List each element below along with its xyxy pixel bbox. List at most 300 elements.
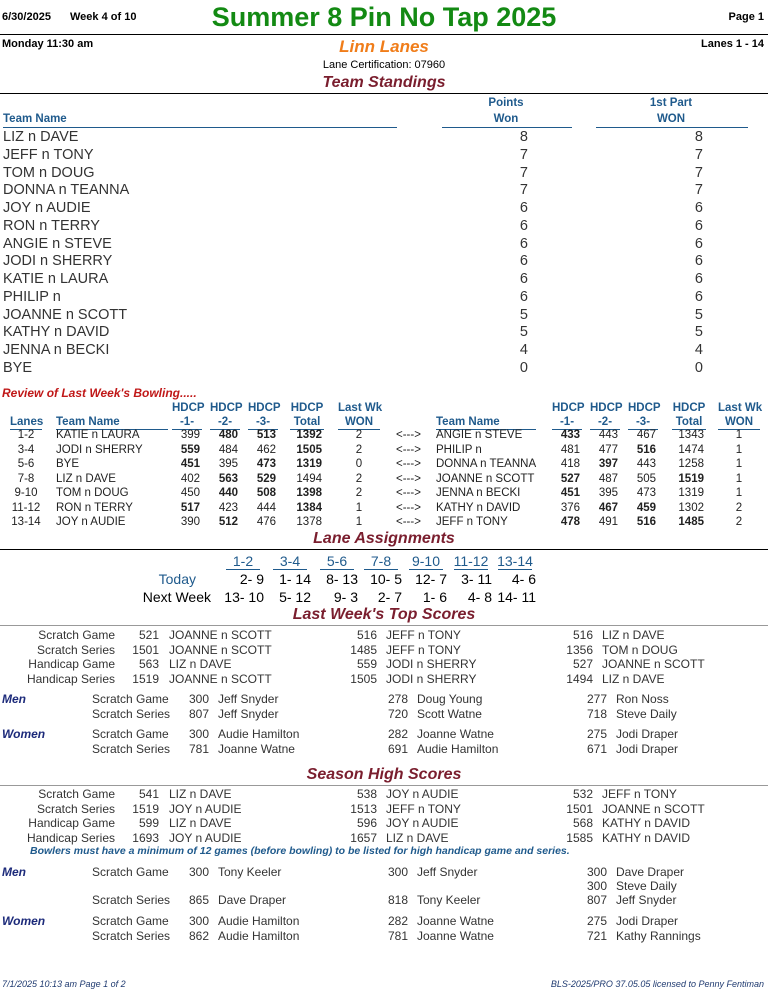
- score-team: LIZ n DAVE: [602, 671, 665, 686]
- score-team: JOY n AUDIE: [386, 816, 459, 830]
- standings-team-name: JODI n SHERRY: [3, 253, 113, 270]
- score-category: Handicap Series: [26, 671, 115, 686]
- standings-points-won: 6: [519, 217, 528, 234]
- review-team-2: PHILIP n: [436, 443, 482, 456]
- review-col-h2-top: HDCP: [210, 402, 243, 414]
- review-col-h2-bottom: -2-: [217, 416, 233, 428]
- score-value: 1485: [350, 642, 377, 657]
- standings-first-part-won: 5: [694, 306, 703, 323]
- season-title: Season High Scores: [306, 766, 462, 783]
- today-assignment: 4- 6: [511, 571, 536, 587]
- score-value: 718: [586, 707, 607, 721]
- score-value: 538: [356, 787, 377, 801]
- score-team: TOM n DOUG: [602, 642, 678, 657]
- score-bowler: Audie Hamilton: [417, 741, 499, 756]
- score-bowler: Steve Daily: [616, 707, 677, 721]
- score-category: Scratch Game: [92, 865, 169, 879]
- score-team: JOANNE n SCOTT: [602, 657, 705, 671]
- review-col-ht-bottom: Total: [675, 416, 703, 428]
- score-bowler: Dave Draper: [616, 865, 685, 879]
- review-col-ht-top: HDCP: [672, 402, 706, 414]
- review-col-h3-bottom: -3-: [255, 416, 271, 428]
- score-value: 1494: [566, 671, 593, 686]
- review-col-h3-top: HDCP: [248, 402, 281, 414]
- review-won-2: 1: [735, 487, 743, 499]
- score-category: Scratch Series: [92, 741, 171, 756]
- review-score-2: 443: [636, 458, 656, 470]
- review-score-1: 451: [180, 458, 200, 470]
- review-score-1: 1398: [296, 487, 322, 499]
- review-team-2: JOANNE n SCOTT: [436, 472, 535, 485]
- score-value: 865: [188, 893, 209, 907]
- standings-points-won: 7: [519, 164, 528, 181]
- score-bowler: Joanne Watne: [417, 914, 494, 928]
- review-team-2: KATHY n DAVID: [436, 501, 521, 514]
- review-score-2: 433: [560, 429, 580, 441]
- score-value: 300: [586, 865, 607, 879]
- review-score-2: 459: [636, 501, 656, 514]
- score-value: 300: [188, 727, 209, 741]
- score-value: 563: [138, 657, 159, 671]
- score-value: 559: [356, 657, 377, 671]
- review-col-h2-top: HDCP: [590, 402, 623, 414]
- review-team-1: JOY n AUDIE: [56, 516, 126, 528]
- score-team: JEFF n TONY: [386, 628, 461, 642]
- review-score-1: 513: [256, 429, 276, 441]
- standings-first-part-won: 8: [694, 129, 703, 145]
- footer-left: 7/1/2025 10:13 am Page 1 of 2: [2, 979, 126, 989]
- review-team-2: ANGIE n STEVE: [436, 429, 523, 441]
- review-won-2: 2: [735, 516, 743, 528]
- report-date: 6/30/2025: [2, 11, 51, 23]
- score-value: 277: [586, 692, 607, 706]
- review-col-lw-top: Last Wk: [718, 402, 763, 414]
- review-col-ht-top: HDCP: [290, 402, 324, 414]
- score-value: 1693: [132, 830, 159, 845]
- review-score-1: 480: [218, 429, 238, 441]
- standings-first-part-won: 7: [694, 164, 703, 181]
- score-value: 781: [188, 741, 209, 756]
- today-assignment: 2- 9: [239, 571, 264, 587]
- review-score-2: 1319: [678, 487, 704, 499]
- lanes-range: Lanes 1 - 14: [701, 38, 764, 50]
- score-team: JEFF n TONY: [386, 642, 461, 657]
- last-week-title: Last Week's Top Scores: [292, 606, 476, 623]
- review-col-h1-bottom: -1-: [559, 416, 575, 428]
- review-score-1: 1494: [296, 472, 322, 485]
- score-value: 300: [188, 914, 209, 928]
- review-lanes: 9-10: [14, 487, 38, 499]
- standings-points-won: 6: [519, 200, 528, 216]
- review-score-2: 516: [636, 443, 656, 456]
- review-score-1: 1392: [296, 429, 322, 441]
- standings-points-won: 6: [519, 253, 528, 270]
- standings-first-part-won: 6: [694, 235, 703, 252]
- review-score-1: 563: [218, 472, 238, 485]
- score-category: Handicap Game: [28, 816, 115, 830]
- score-bowler: Jeff Snyder: [417, 865, 478, 879]
- score-team: JEFF n TONY: [602, 787, 677, 801]
- season-women-label: Women: [2, 914, 46, 928]
- standings-team-name: KATHY n DAVID: [3, 324, 110, 341]
- score-value: 1585: [566, 830, 593, 845]
- review-score-1: 1319: [296, 458, 322, 470]
- review-score-1: 508: [256, 487, 276, 499]
- review-lanes: 13-14: [11, 516, 41, 528]
- standings-points-won: 0: [519, 359, 528, 376]
- standings-team-name: TOM n DOUG: [3, 164, 95, 181]
- score-category: Scratch Game: [38, 628, 115, 642]
- review-lanes: 3-4: [17, 443, 35, 456]
- review-score-2: 467: [598, 501, 618, 514]
- review-col-team: Team Name: [56, 416, 120, 428]
- assignments-rule: [0, 549, 768, 550]
- score-value: 300: [387, 865, 408, 879]
- score-bowler: Joanne Watne: [417, 727, 494, 741]
- standings-team-name: KATIE n LAURA: [3, 271, 109, 287]
- review-team-1: RON n TERRY: [56, 501, 133, 514]
- score-team: KATHY n DAVID: [602, 830, 691, 845]
- score-category: Scratch Game: [92, 727, 169, 741]
- review-score-2: 1519: [678, 472, 704, 485]
- review-col-ht-bottom: Total: [293, 416, 321, 428]
- review-score-2: 505: [636, 472, 656, 485]
- review-col-h2-bottom: -2-: [597, 416, 613, 428]
- score-category: Scratch Game: [92, 692, 169, 706]
- score-bowler: Jeff Snyder: [218, 707, 279, 721]
- score-team: JODI n SHERRY: [386, 657, 477, 671]
- review-vs-arrow: <--->: [396, 501, 421, 514]
- review-col-lanes: Lanes: [10, 416, 44, 428]
- review-score-1: 517: [180, 501, 200, 514]
- score-value: 1505: [350, 671, 377, 686]
- review-team-1: LIZ n DAVE: [56, 472, 116, 485]
- review-score-2: 467: [636, 429, 656, 441]
- lane-certification: Lane Certification: 07960: [322, 59, 446, 71]
- standings-team-name: DONNA n TEANNA: [3, 182, 130, 199]
- score-bowler: Jodi Draper: [616, 914, 679, 928]
- score-bowler: Jodi Draper: [616, 727, 679, 741]
- review-score-2: 1474: [678, 443, 704, 456]
- review-vs-arrow: <--->: [396, 516, 421, 528]
- score-team: KATHY n DAVID: [602, 816, 691, 830]
- review-score-1: 390: [180, 516, 200, 528]
- review-score-2: 418: [560, 458, 580, 470]
- score-value: 671: [586, 741, 607, 756]
- standings-title: Team Standings: [322, 74, 446, 91]
- score-team: JOANNE n SCOTT: [169, 671, 272, 686]
- assignments-title: Lane Assignments: [313, 530, 455, 547]
- review-score-1: 399: [180, 429, 200, 441]
- standings-team-name: JOANNE n SCOTT: [3, 306, 128, 323]
- score-value: 282: [387, 727, 408, 741]
- score-category: Scratch Series: [92, 928, 171, 943]
- review-score-1: 450: [180, 487, 200, 499]
- score-value: 532: [572, 787, 593, 801]
- footer-right: BLS-2025/PRO 37.05.05 licensed to Penny Fentiman: [550, 979, 764, 989]
- today-assignment: 1- 14: [279, 571, 311, 587]
- score-value: 1519: [132, 801, 159, 816]
- score-bowler: Ron Noss: [616, 692, 669, 706]
- today-label: Today: [158, 571, 196, 587]
- score-value: 282: [387, 914, 408, 928]
- standings-first-part-won: 6: [694, 288, 703, 305]
- review-score-2: 376: [560, 501, 580, 514]
- standings-team-name: BYE: [3, 359, 33, 376]
- review-score-2: 516: [636, 516, 656, 528]
- review-team-2: JENNA n BECKI: [436, 487, 521, 499]
- center-name: Linn Lanes: [339, 37, 429, 56]
- score-value: 1501: [132, 642, 159, 657]
- review-score-1: 1505: [296, 443, 322, 456]
- score-value: 807: [586, 893, 607, 907]
- score-value: 300: [188, 692, 209, 706]
- standings-first-part-won: 6: [694, 271, 703, 287]
- standings-rule: [0, 93, 768, 94]
- review-score-1: 484: [218, 443, 238, 456]
- review-team-1: BYE: [56, 458, 80, 470]
- league-title: Summer 8 Pin No Tap 2025: [211, 2, 557, 32]
- standings-col-team: Team Name: [3, 113, 67, 125]
- score-team: JOY n AUDIE: [169, 801, 242, 816]
- standings-points-won: 7: [519, 146, 528, 163]
- review-won-1: 2: [355, 443, 363, 456]
- review-score-1: 462: [256, 443, 276, 456]
- today-assignment: 3- 11: [461, 571, 492, 587]
- review-won-2: 1: [735, 458, 743, 470]
- score-team: JODI n SHERRY: [386, 671, 477, 686]
- score-team: JOY n AUDIE: [169, 830, 242, 845]
- next-week-assignment: 4- 8: [467, 589, 492, 605]
- review-col-h3-top: HDCP: [628, 402, 661, 414]
- review-lanes: 5-6: [17, 458, 35, 470]
- score-bowler: Jeff Snyder: [616, 893, 677, 907]
- review-col-lw-bottom: WON: [344, 416, 374, 428]
- score-team: LIZ n DAVE: [386, 830, 449, 845]
- score-category: Scratch Game: [92, 914, 169, 928]
- standings-points-won: 6: [519, 288, 528, 305]
- review-score-2: 491: [598, 516, 618, 528]
- review-score-1: 440: [218, 487, 238, 499]
- score-category: Handicap Series: [26, 830, 115, 845]
- standings-team-name: PHILIP n: [3, 288, 61, 305]
- score-team: LIZ n DAVE: [169, 787, 232, 801]
- header-rule: [0, 34, 768, 35]
- score-bowler: Kathy Rannings: [616, 928, 701, 943]
- lane-pair-header: 13-14: [497, 553, 533, 569]
- last-week-rule: [0, 625, 768, 626]
- score-value: 516: [572, 628, 593, 642]
- score-team: LIZ n DAVE: [169, 816, 232, 830]
- review-won-2: 1: [735, 429, 743, 441]
- score-value: 300: [586, 879, 607, 893]
- score-bowler: Joanne Watne: [218, 741, 295, 756]
- review-score-1: 1378: [296, 516, 322, 528]
- score-bowler: Tony Keeler: [417, 893, 481, 907]
- page-label: Page 1: [728, 11, 764, 23]
- standings-points-won: 4: [519, 342, 528, 358]
- review-col-h1-top: HDCP: [172, 402, 205, 414]
- standings-col-points: Points: [488, 97, 524, 109]
- season-rule: [0, 785, 768, 786]
- review-score-1: 559: [180, 443, 200, 456]
- standings-col-firstwon: WON: [656, 113, 686, 125]
- score-value: 862: [188, 928, 209, 943]
- review-score-2: 481: [560, 443, 580, 456]
- review-score-2: 478: [560, 516, 580, 528]
- standings-team-name: JOY n AUDIE: [3, 200, 91, 216]
- review-col-h3-bottom: -3-: [635, 416, 651, 428]
- week-label: Week 4 of 10: [70, 11, 137, 23]
- score-bowler: Joanne Watne: [417, 928, 494, 943]
- review-score-2: 487: [598, 472, 618, 485]
- score-bowler: Audie Hamilton: [218, 914, 300, 928]
- season-note: Bowlers must have a minimum of 12 games (before bowling) to be listed for high handicap game and series.: [30, 845, 570, 857]
- standings-first-part-won: 4: [694, 342, 703, 358]
- standings-points-won: 5: [519, 324, 528, 341]
- next-week-assignment: 13- 10: [224, 589, 264, 605]
- score-value: 568: [572, 816, 593, 830]
- review-score-2: 1258: [678, 458, 704, 470]
- score-value: 781: [387, 928, 408, 943]
- today-assignment: 12- 7: [415, 571, 447, 587]
- score-category: Handicap Game: [28, 657, 115, 671]
- review-won-1: 2: [355, 429, 363, 441]
- score-value: 1657: [350, 830, 377, 845]
- lane-pair-header: 9-10: [411, 553, 441, 569]
- review-won-2: 2: [735, 501, 743, 514]
- review-team-2: DONNA n TEANNA: [436, 458, 537, 470]
- review-won-2: 1: [735, 443, 743, 456]
- review-col-h1-top: HDCP: [552, 402, 585, 414]
- score-value: 527: [572, 657, 593, 671]
- standings-points-won: 6: [519, 271, 528, 287]
- score-bowler: Audie Hamilton: [218, 928, 300, 943]
- review-score-1: 476: [256, 516, 276, 528]
- score-value: 691: [387, 741, 408, 756]
- review-score-1: 395: [218, 458, 238, 470]
- review-score-1: 1384: [296, 501, 322, 514]
- today-assignment: 8- 13: [326, 571, 358, 587]
- review-vs-arrow: <--->: [396, 458, 421, 470]
- day-time: Monday 11:30 am: [2, 38, 94, 50]
- score-value: 300: [188, 865, 209, 879]
- review-score-2: 1485: [678, 516, 704, 528]
- standings-first-part-won: 6: [694, 253, 703, 270]
- review-score-2: 451: [560, 487, 580, 499]
- score-team: LIZ n DAVE: [169, 657, 232, 671]
- standings-first-part-won: 6: [694, 217, 703, 234]
- standings-points-won: 5: [519, 306, 528, 323]
- score-bowler: Audie Hamilton: [218, 727, 300, 741]
- next-week-assignment: 1- 6: [422, 589, 447, 605]
- review-score-1: 402: [180, 472, 200, 485]
- score-value: 1501: [566, 801, 593, 816]
- standings-points-won: 7: [519, 182, 528, 199]
- season-men-label: Men: [2, 865, 26, 879]
- today-assignment: 10- 5: [370, 571, 402, 587]
- score-value: 516: [356, 628, 377, 642]
- score-value: 278: [387, 692, 408, 706]
- standings-col-won: Won: [493, 113, 519, 125]
- score-value: 275: [586, 727, 607, 741]
- review-lanes: 7-8: [17, 472, 35, 485]
- score-category: Scratch Series: [92, 707, 171, 721]
- next-week-assignment: 9- 3: [333, 589, 358, 605]
- review-won-2: 1: [735, 472, 743, 485]
- review-score-2: 443: [598, 429, 618, 441]
- score-value: 720: [387, 707, 408, 721]
- review-won-1: 2: [355, 472, 363, 485]
- score-value: 1519: [132, 671, 159, 686]
- score-value: 1356: [566, 642, 593, 657]
- score-team: JOY n AUDIE: [386, 787, 459, 801]
- standings-team-name: RON n TERRY: [3, 217, 100, 234]
- review-col-lw-top: Last Wk: [338, 402, 383, 414]
- last-week-men-label: Men: [2, 692, 26, 706]
- next-week-label: Next Week: [142, 589, 211, 605]
- review-score-2: 395: [598, 487, 618, 499]
- score-bowler: Dave Draper: [218, 893, 287, 907]
- review-score-1: 529: [256, 472, 276, 485]
- score-team: JEFF n TONY: [386, 801, 461, 816]
- score-value: 521: [138, 628, 159, 642]
- score-value: 721: [586, 928, 607, 943]
- score-category: Scratch Game: [38, 787, 115, 801]
- review-team-1: TOM n DOUG: [56, 487, 129, 499]
- lane-pair-header: 3-4: [279, 553, 301, 569]
- review-score-1: 473: [256, 458, 276, 470]
- lane-pair-header: 11-12: [453, 553, 489, 569]
- standings-team-name: JEFF n TONY: [3, 146, 94, 163]
- review-score-2: 477: [598, 443, 618, 456]
- standings-first-part-won: 7: [694, 182, 703, 199]
- score-bowler: Doug Young: [417, 692, 483, 706]
- review-vs-arrow: <--->: [396, 487, 421, 499]
- score-bowler: Steve Daily: [616, 879, 677, 893]
- lane-pair-header: 1-2: [232, 553, 254, 569]
- standings-team-name: JENNA n BECKI: [3, 342, 110, 358]
- score-bowler: Tony Keeler: [218, 865, 282, 879]
- score-value: 541: [138, 787, 159, 801]
- review-team-1: KATIE n LAURA: [56, 429, 140, 441]
- review-score-2: 1302: [678, 501, 704, 514]
- standings-first-part-won: 6: [694, 200, 703, 216]
- review-score-1: 423: [218, 501, 238, 514]
- standings-col-firstpart: 1st Part: [649, 97, 693, 109]
- review-score-1: 512: [218, 516, 238, 528]
- score-value: 599: [138, 816, 159, 830]
- review-title: Review of Last Week's Bowling.....: [2, 386, 197, 400]
- score-value: 275: [586, 914, 607, 928]
- score-category: Scratch Series: [36, 801, 115, 816]
- score-value: 596: [356, 816, 377, 830]
- review-vs-arrow: <--->: [396, 443, 421, 456]
- review-won-1: 1: [355, 501, 363, 514]
- score-team: JOANNE n SCOTT: [602, 801, 705, 816]
- standings-first-part-won: 5: [694, 324, 703, 341]
- review-col-h1-bottom: -1-: [179, 416, 195, 428]
- score-value: 818: [387, 893, 408, 907]
- next-week-assignment: 14- 11: [497, 589, 536, 605]
- score-category: Scratch Series: [36, 642, 115, 657]
- score-team: JOANNE n SCOTT: [169, 642, 272, 657]
- review-won-1: 1: [355, 516, 363, 528]
- score-value: 807: [188, 707, 209, 721]
- review-lanes: 11-12: [11, 501, 41, 514]
- last-week-women-label: Women: [2, 727, 46, 741]
- next-week-assignment: 2- 7: [377, 589, 402, 605]
